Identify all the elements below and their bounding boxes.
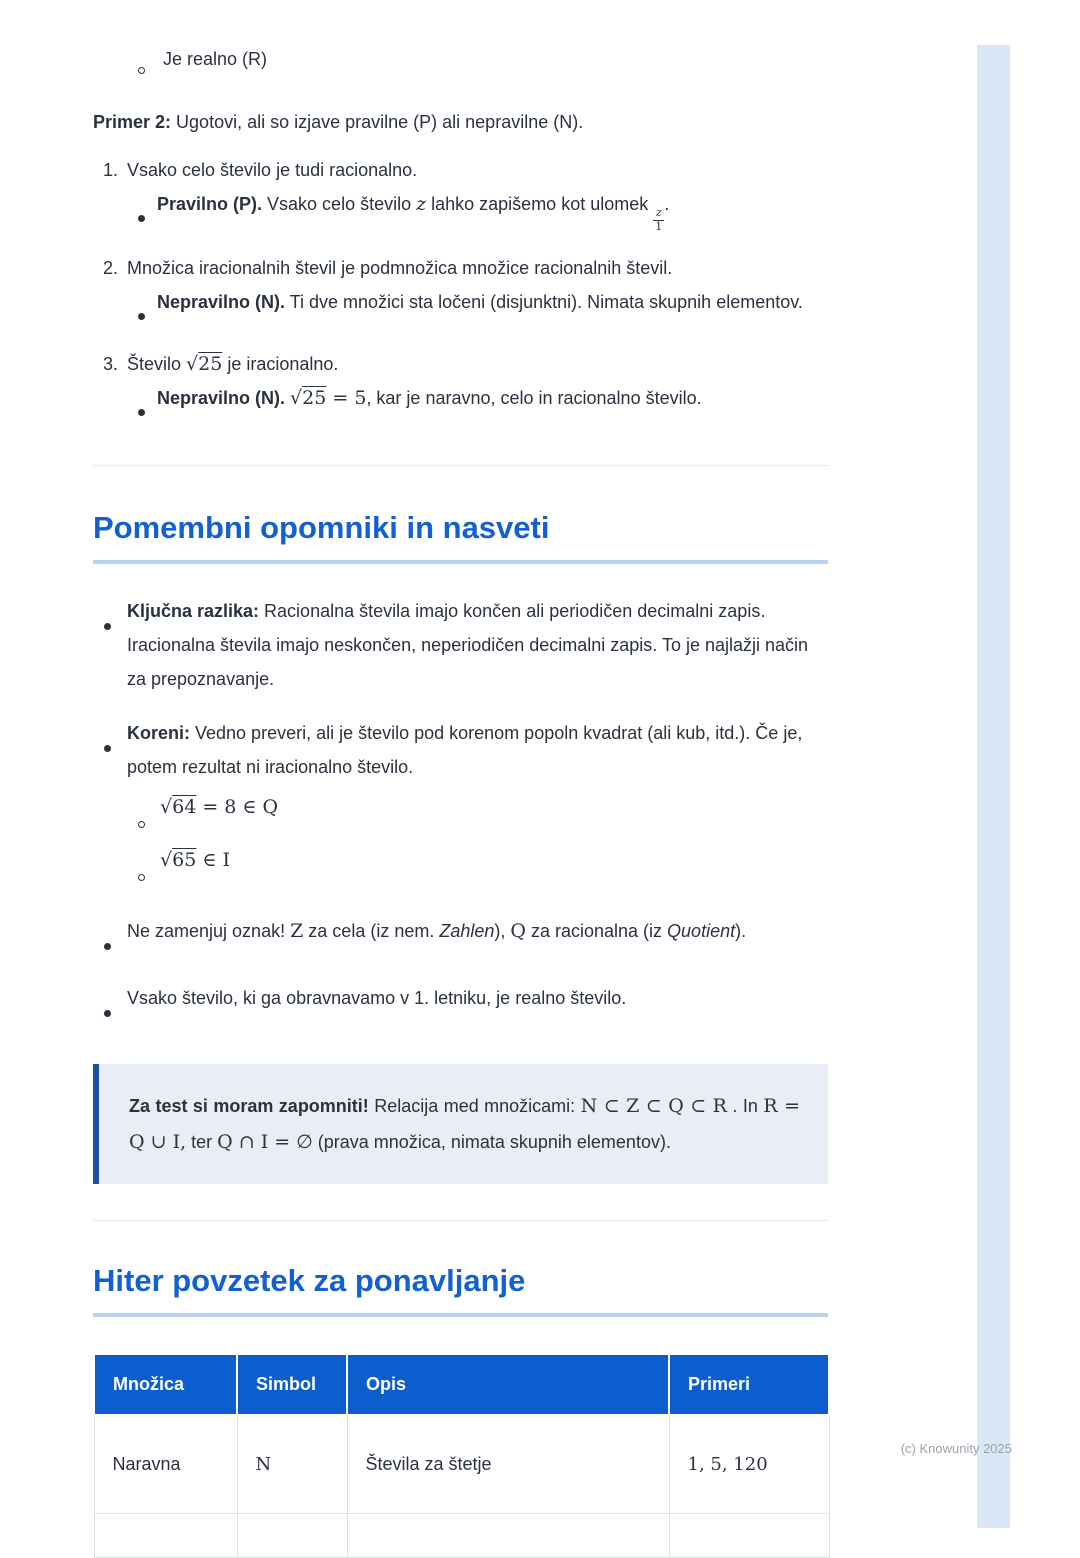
statement-text: je iracionalno.	[222, 354, 339, 375]
cell-examples: 1, 5, 120	[669, 1415, 829, 1514]
math-relation: R = Q ∪ I,	[129, 1095, 800, 1154]
column-header-opis: Opis	[347, 1354, 669, 1415]
task-body	[127, 155, 828, 233]
task-number: 1.	[103, 160, 119, 180]
note-body-text: Racionalna števila imajo končen ali periodičen decimalni zapis. Iracionalna števila imajo neskončen, neperiodičen decimalni zapis. To je najlažji način za prepoznavanje.	[127, 601, 809, 690]
circle-bullet-icon	[138, 46, 163, 81]
primer2-label: Primer 2:	[93, 112, 172, 132]
math-symbol: Z	[290, 920, 304, 943]
callout-text: (prava množica, nimata skupnih elementov).	[312, 1132, 671, 1153]
page-margin-strip	[977, 45, 1010, 1528]
sqrt-radicand: 65	[172, 849, 197, 872]
document-content	[93, 0, 828, 1558]
remember-callout	[93, 1064, 828, 1184]
column-header-primeri: Primeri	[669, 1354, 829, 1415]
sqrt-icon: √	[186, 353, 199, 376]
cell-set-name: Naravna	[94, 1415, 237, 1514]
section-divider	[93, 465, 828, 466]
column-header-simbol: Simbol	[237, 1354, 347, 1415]
note-label: Koreni:	[127, 723, 190, 744]
task-answer	[127, 383, 828, 425]
cell-empty	[669, 1514, 829, 1558]
task-answer	[127, 287, 828, 329]
sqrt-radicand: 25	[302, 387, 327, 410]
note-item-realna	[93, 981, 828, 1028]
circle-bullet-icon	[127, 841, 160, 894]
example-item	[127, 841, 828, 894]
callout-text: Relacija med množicami:	[368, 1096, 581, 1117]
answer-text: Ti dve množici sta ločeni (disjunktni). Nimata skupnih elementov.	[285, 292, 803, 313]
circle-bullet-icon	[127, 788, 160, 841]
task-number: 3.	[103, 354, 119, 375]
fraction-denominator: 1	[655, 219, 663, 233]
bullet-text: Je realno (R)	[163, 49, 268, 69]
example-item	[127, 788, 828, 841]
task-list	[93, 155, 828, 425]
note-body-text: Ne zamenjuj oznak!	[127, 921, 291, 942]
math-expression	[160, 788, 278, 841]
answer-text: , kar je naravno, celo in racionalno število.	[366, 388, 702, 409]
note-item-koreni	[93, 716, 828, 894]
note-text	[127, 914, 828, 961]
note-body-text: ).	[735, 921, 747, 942]
sqrt-icon: √	[290, 387, 303, 410]
task-statement	[127, 349, 828, 379]
math-equals: = 5	[326, 387, 367, 410]
foreign-term: Quotient	[667, 921, 736, 942]
task-body	[127, 253, 828, 329]
math-variable: z	[416, 193, 427, 215]
fraction-numerator: z	[655, 206, 662, 219]
note-body-text: Vedno preveri, ali je število pod korenom popoln kvadrat (ali kub, itd.). Če je, potem rezultat ni iracionalno število.	[127, 723, 803, 778]
table-row-naravna	[94, 1415, 829, 1514]
bullet-icon	[93, 981, 127, 1028]
statement-text: Število	[127, 354, 187, 375]
note-label: Ključna razlika:	[127, 601, 260, 622]
math-relation: Q ∩ I = ∅	[217, 1131, 313, 1154]
task-statement: Množica iracionalnih števil je podmnožica množice racionalnih števil.	[127, 258, 673, 279]
sqrt-expression	[186, 353, 222, 375]
math-symbol: Q	[510, 920, 526, 943]
section-title-summary: Hiter povzetek za ponavljanje	[93, 1263, 828, 1317]
task-item-1	[93, 155, 828, 233]
summary-table	[93, 1353, 830, 1558]
math-rest: = 8 ∈ Q	[196, 796, 279, 819]
note-body-text: za cela (iz nem.	[303, 921, 440, 942]
callout-text: . In	[726, 1096, 764, 1117]
task-answer-text	[157, 189, 828, 233]
table-body	[94, 1415, 829, 1558]
answer-text: .	[664, 194, 670, 214]
sqrt-icon: √	[160, 796, 173, 819]
math-relation: N ⊂ Z ⊂ Q ⊂ R	[580, 1095, 727, 1118]
sqrt-expression	[160, 796, 196, 818]
sqrt-radicand: 64	[172, 796, 197, 819]
note-item-oznake	[93, 914, 828, 961]
table-row-partial	[94, 1514, 829, 1558]
math-rest: ∈ I	[196, 849, 230, 872]
callout-text: ter	[186, 1132, 218, 1153]
note-body-text: ),	[494, 921, 511, 942]
notes-list	[93, 594, 828, 1028]
table-header	[94, 1354, 829, 1415]
primer2-text: Ugotovi, ali so izjave pravilne (P) ali nepravilne (N).	[171, 112, 584, 132]
task-body	[127, 349, 828, 425]
bullet-icon	[127, 189, 157, 233]
note-item-kljucna-razlika	[93, 594, 828, 696]
bullet-icon	[127, 383, 157, 425]
verdict-label: Pravilno (P).	[157, 194, 263, 214]
bullet-icon	[93, 594, 127, 696]
task-answer	[127, 189, 828, 233]
note-text: Vsako število, ki ga obravnavamo v 1. letniku, je realno število.	[127, 988, 627, 1009]
foreign-term: Zahlen	[439, 921, 495, 942]
primer2-paragraph	[93, 107, 828, 137]
cell-description: Števila za štetje	[347, 1415, 669, 1514]
math-expression	[160, 841, 230, 894]
note-paragraph	[127, 716, 828, 784]
fraction	[653, 207, 664, 233]
task-item-2	[93, 253, 828, 329]
column-header-mnozica: Množica	[94, 1354, 237, 1415]
cell-empty	[94, 1514, 237, 1558]
math-expression	[290, 387, 366, 409]
note-body-text: za racionalna (iz	[525, 921, 668, 942]
sqrt-icon: √	[160, 849, 173, 872]
section-divider	[93, 1220, 828, 1221]
cell-empty	[347, 1514, 669, 1558]
verdict-label: Nepravilno (N).	[157, 388, 286, 409]
callout-label: Za test si moram zapomniti!	[129, 1096, 369, 1117]
bullet-icon	[93, 716, 127, 894]
verdict-label: Nepravilno (N).	[157, 292, 286, 313]
section-title-notes: Pomembni opomniki in nasveti	[93, 510, 828, 564]
task-item-3	[93, 349, 828, 425]
task-number: 2.	[103, 258, 119, 279]
list-item	[93, 46, 828, 81]
task-statement: Vsako celo število je tudi racionalno.	[127, 160, 418, 180]
note-text	[127, 594, 828, 696]
answer-text: lahko zapišemo kot ulomek	[426, 194, 654, 214]
note-text	[127, 716, 828, 894]
koreni-examples	[127, 788, 828, 894]
sqrt-expression	[160, 849, 196, 871]
table-header-row	[94, 1354, 829, 1415]
bullet-icon	[127, 287, 157, 329]
sqrt-radicand: 25	[198, 353, 223, 376]
bullet-icon	[93, 914, 127, 961]
task-answer-text	[157, 383, 828, 425]
task-answer-text	[157, 287, 828, 329]
cell-empty	[237, 1514, 347, 1558]
answer-text: Vsako celo število	[262, 194, 417, 214]
cell-symbol: N	[237, 1415, 347, 1514]
copyright-note: (c) Knowunity 2025	[900, 1441, 1012, 1456]
sqrt-expression	[290, 387, 326, 409]
